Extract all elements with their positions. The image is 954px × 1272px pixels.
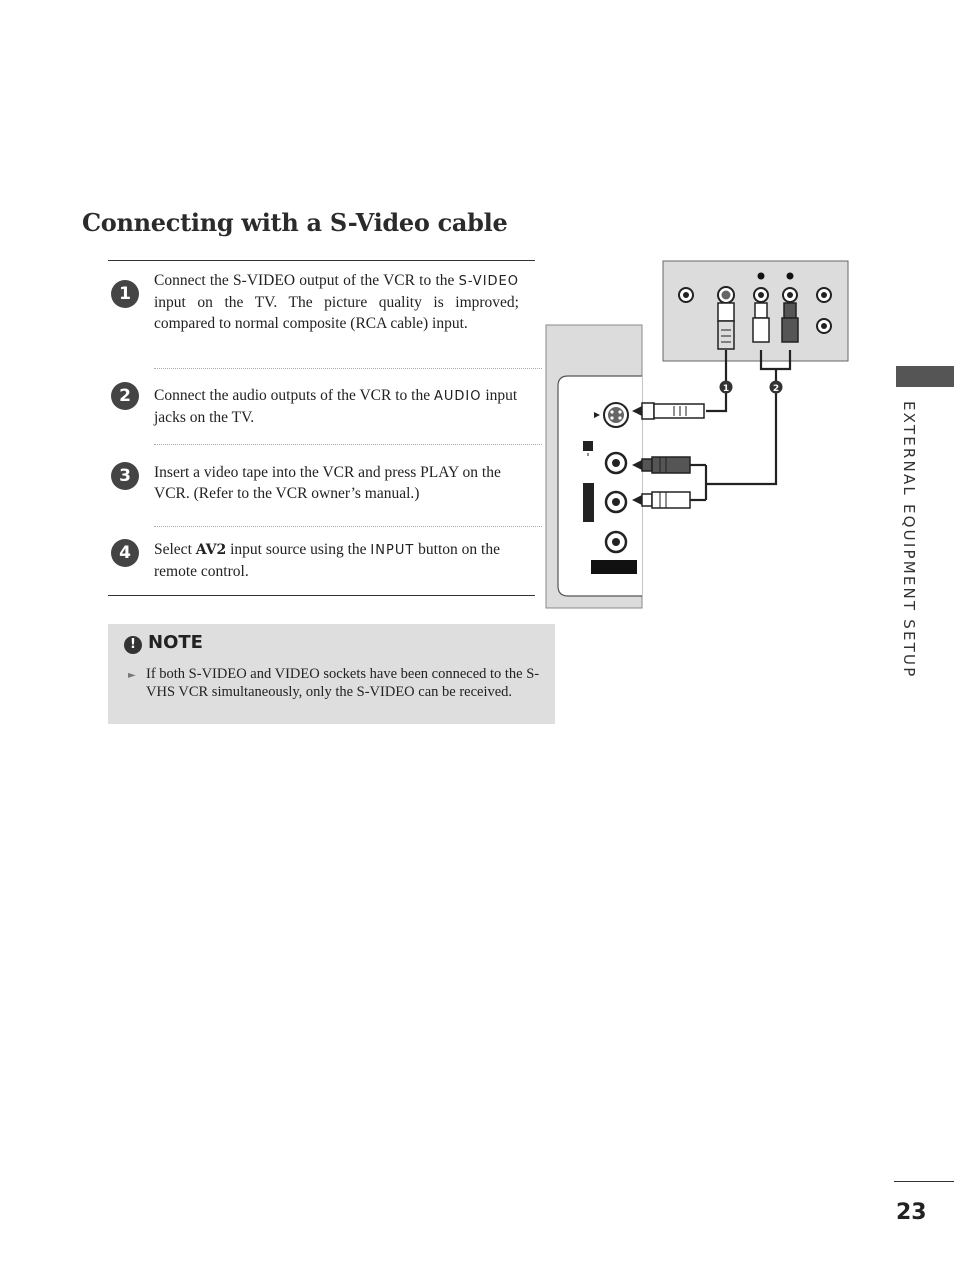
step-2 bbox=[108, 385, 520, 435]
section-tab-bar bbox=[896, 366, 954, 387]
step-1 bbox=[108, 270, 520, 360]
svg-text:1: 1 bbox=[722, 384, 730, 394]
note-text: If both S-VIDEO and VIDEO sockets have been conneced to the S-VHS VCR simultaneously, only the S-VIDEO can be received. bbox=[146, 666, 540, 700]
section-side-label: EXTERNAL EQUIPMENT SETUP bbox=[900, 401, 918, 679]
connection-diagram bbox=[540, 255, 855, 615]
keyword: INPUT bbox=[370, 543, 415, 558]
note-title: NOTE bbox=[148, 632, 203, 653]
page-title: Connecting with a S-Video cable bbox=[82, 208, 508, 237]
cables bbox=[706, 350, 790, 500]
svg-text:2: 2 bbox=[772, 384, 780, 394]
note-box bbox=[108, 624, 555, 724]
step-text: Insert a video tape into the VCR and press PLAY on the VCR. (Refer to the VCR owner’s manual.) bbox=[154, 464, 501, 502]
step-number-badge: 4 bbox=[111, 539, 139, 567]
tv-side-panel bbox=[546, 325, 642, 608]
tv-plugs bbox=[632, 403, 706, 508]
step-divider bbox=[154, 444, 542, 445]
step-text: Select AV2 input source using the INPUT button on the remote control. bbox=[154, 541, 500, 580]
step-number-badge: 2 bbox=[111, 382, 139, 410]
bottom-rule bbox=[108, 595, 535, 596]
step-number-badge: 3 bbox=[111, 462, 139, 490]
step-divider bbox=[154, 368, 542, 369]
callout-2 bbox=[770, 381, 783, 395]
top-rule bbox=[108, 260, 535, 261]
step-text: Connect the audio outputs of the VCR to the AUDIO input jacks on the TV. bbox=[154, 387, 518, 426]
page-number: 23 bbox=[896, 1200, 927, 1225]
step-divider bbox=[154, 526, 542, 527]
keyword: S-VIDEO bbox=[458, 274, 519, 289]
keyword: AUDIO bbox=[433, 389, 482, 404]
footer-rule bbox=[894, 1181, 954, 1182]
step-3 bbox=[108, 462, 520, 512]
exclamation-icon: ! bbox=[124, 636, 142, 654]
step-text: Connect the S-VIDEO output of the VCR to the S-VIDEO input on the TV. The picture quality is improved; compared to normal composite (RCA cable) input. bbox=[154, 272, 519, 332]
keyword: AV2 bbox=[195, 542, 227, 558]
step-4 bbox=[108, 539, 520, 589]
step-number-badge: 1 bbox=[111, 280, 139, 308]
vcr-plugs bbox=[718, 303, 798, 349]
bullet-arrow-icon: ► bbox=[128, 670, 136, 681]
callout-1 bbox=[720, 381, 733, 395]
